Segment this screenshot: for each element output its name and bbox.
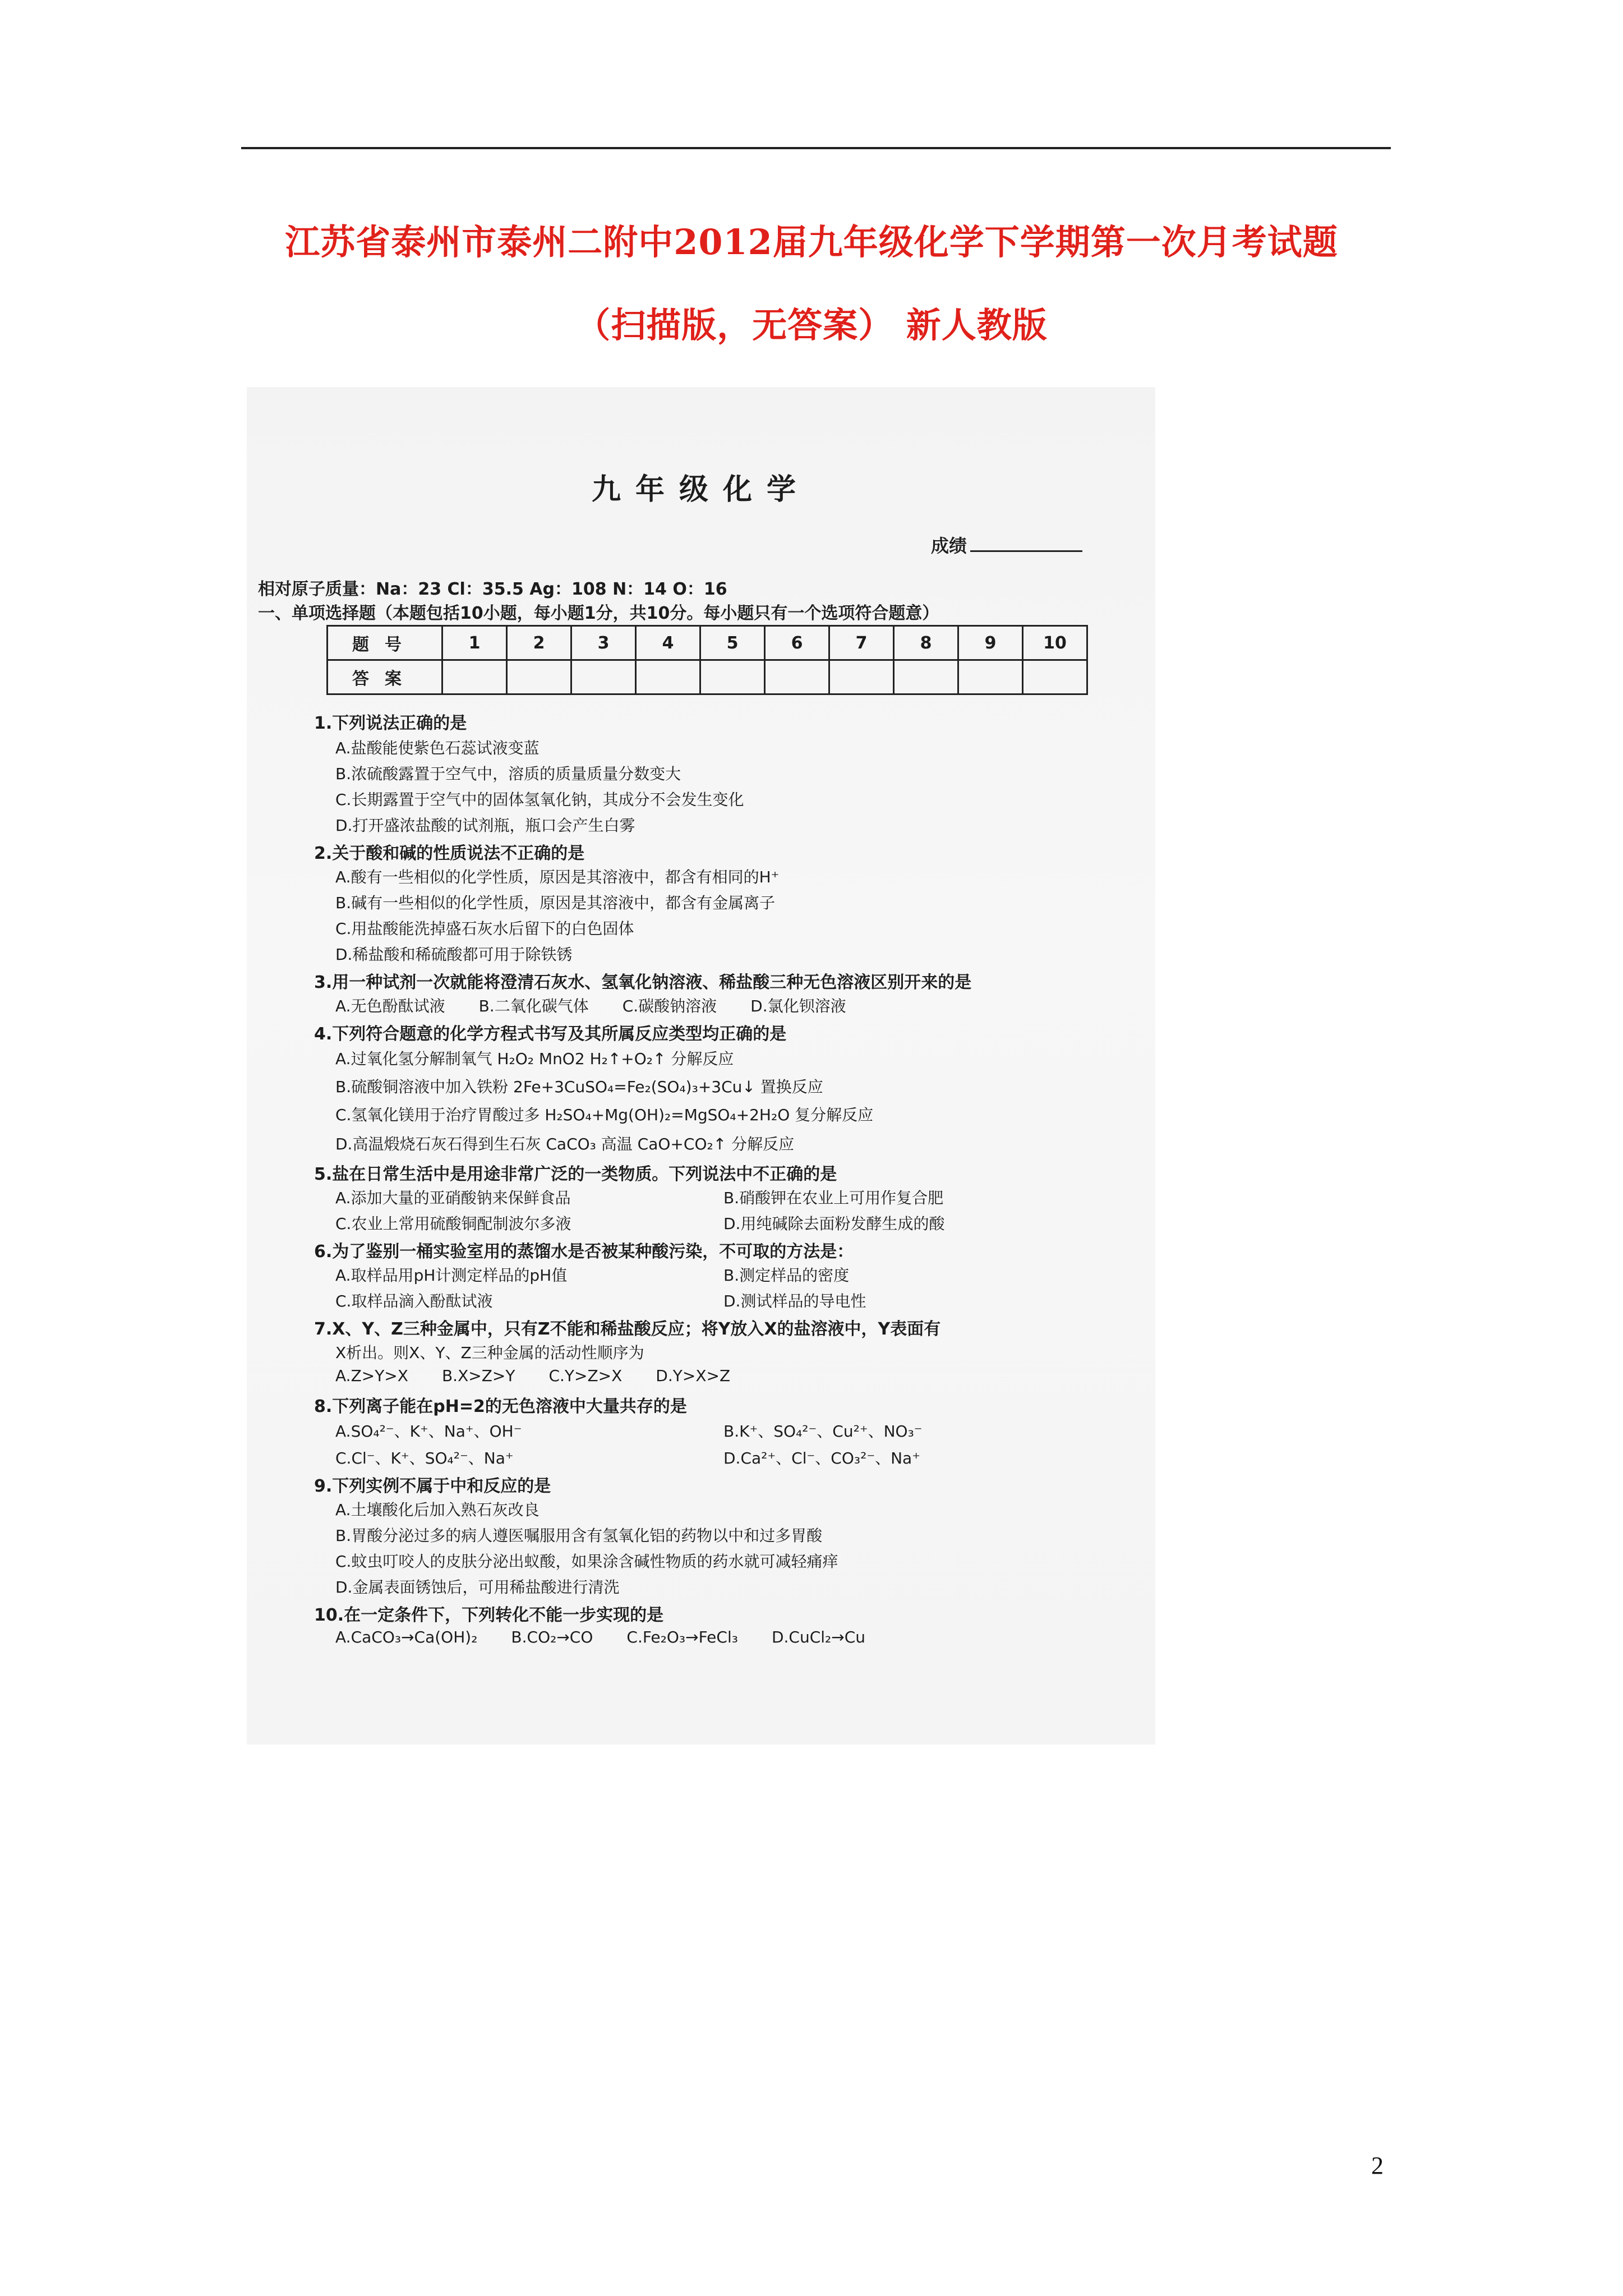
question-6: 6.为了鉴别一桶实验室用的蒸馏水是否被某种酸污染，不可取的方法是： (314, 1242, 854, 1262)
option: C.长期露置于空气中的固体氢氧化钠，其成分不会发生变化 (335, 790, 744, 809)
question-number-cell: 6 (765, 626, 829, 660)
question-5: 5.盐在日常生活中是用途非常广泛的一类物质。下列说法中不正确的是 (314, 1165, 837, 1184)
table-row (328, 626, 1087, 660)
option: C.碳酸钠溶液 (622, 997, 717, 1015)
question-number-cell: 9 (958, 626, 1023, 660)
exam-title: 九年级化学 (591, 473, 810, 507)
option: B.K⁺、SO₄²⁻、Cu²⁺、NO₃⁻ (723, 1422, 923, 1441)
option: C.氢氧化镁用于治疗胃酸过多 H₂SO₄+Mg(OH)₂=MgSO₄+2H₂O 复分解反应 (335, 1106, 874, 1124)
option: A.SO₄²⁻、K⁺、Na⁺、OH⁻ (335, 1422, 522, 1441)
answer-cell (894, 660, 958, 694)
option: C.蚊虫叮咬人的皮肤分泌出蚁酸，如果涂含碱性物质的药水就可减轻痛痒 (335, 1552, 838, 1571)
option: D.氯化钡溶液 (750, 997, 846, 1015)
option: B.X>Z>Y (441, 1366, 515, 1385)
question-8: 8.下列离子能在pH=2的无色溶液中大量共存的是 (314, 1397, 687, 1416)
option-row (335, 1628, 899, 1646)
question-number-cell: 4 (636, 626, 700, 660)
answer-cell (700, 660, 765, 694)
header-rule (241, 147, 1391, 149)
answer-table (326, 625, 1088, 695)
question-4: 4.下列符合题意的化学方程式书写及其所属反应类型均正确的是 (314, 1024, 787, 1044)
question-2: 2.关于酸和碱的性质说法不正确的是 (314, 844, 585, 863)
question-number-cell: 5 (700, 626, 765, 660)
option-row (335, 1366, 764, 1385)
option-row (335, 994, 880, 1016)
answer-cell (507, 660, 571, 694)
answer-cell (1023, 660, 1087, 694)
page-title: 江苏省泰州市泰州二附中2012届九年级化学下学期第一次月考试题 (285, 222, 1338, 263)
option: D.Y>X>Z (656, 1366, 731, 1385)
option: D.稀盐酸和稀硫酸都可用于除铁锈 (335, 945, 573, 964)
option: B.二氧化碳气体 (478, 997, 589, 1015)
option: B.测定样品的密度 (723, 1266, 850, 1285)
option: A.Z>Y>X (335, 1366, 408, 1385)
option: A.过氧化氢分解制氧气 H₂O₂ MnO2 H₂↑+O₂↑ 分解反应 (335, 1050, 734, 1068)
option: A.盐酸能使紫色石蕊试液变蓝 (335, 739, 540, 757)
option: D.高温煅烧石灰石得到生石灰 CaCO₃ 高温 CaO+CO₂↑ 分解反应 (335, 1135, 795, 1153)
answer-cell (958, 660, 1023, 694)
question-number-cell: 10 (1023, 626, 1087, 660)
question-3: 3.用一种试剂一次就能将澄清石灰水、氢氧化钠溶液、稀盐酸三种无色溶液区别开来的是 (314, 973, 972, 992)
option: B.胃酸分泌过多的病人遵医嘱服用含有氢氧化铝的药物以中和过多胃酸 (335, 1526, 823, 1545)
option: A.取样品用pH计测定样品的pH值 (335, 1266, 568, 1285)
page-number: 2 (1371, 2152, 1384, 2179)
option: D.用纯碱除去面粉发酵生成的酸 (723, 1214, 945, 1233)
option: D.Ca²⁺、Cl⁻、CO₃²⁻、Na⁺ (723, 1449, 920, 1467)
question-7-continued: X析出。则X、Y、Z三种金属的活动性顺序为 (335, 1343, 644, 1362)
atomic-masses: 相对原子质量：Na：23 Cl：35.5 Ag：108 N：14 O：16 (258, 579, 727, 599)
option: B.CO₂→CO (511, 1628, 593, 1646)
answer-cell (636, 660, 700, 694)
option: D.打开盛浓盐酸的试剂瓶，瓶口会产生白雾 (335, 816, 635, 835)
option: C.Cl⁻、K⁺、SO₄²⁻、Na⁺ (335, 1449, 514, 1467)
option: C.Y>Z>X (548, 1366, 623, 1385)
option: D.金属表面锈蚀后，可用稀盐酸进行清洗 (335, 1578, 620, 1596)
score-label: 成绩 (931, 535, 967, 556)
scanned-exam-image (247, 387, 1155, 1745)
option: A.无色酚酞试液 (335, 997, 445, 1015)
option: D.测试样品的导电性 (723, 1292, 866, 1310)
option: B.碱有一些相似的化学性质，原因是其溶液中，都含有金属离子 (335, 894, 776, 912)
table-row (328, 660, 1087, 694)
option: B.硝酸钾在农业上可用作复合肥 (723, 1189, 944, 1207)
option: C.Fe₂O₃→FeCl₃ (626, 1628, 738, 1646)
option: C.农业上常用硫酸铜配制波尔多液 (335, 1214, 571, 1233)
option: A.土壤酸化后加入熟石灰改良 (335, 1501, 540, 1519)
option: C.取样品滴入酚酞试液 (335, 1292, 493, 1310)
question-number-cell: 1 (442, 626, 507, 660)
option: B.硫酸铜溶液中加入铁粉 2Fe+3CuSO₄=Fe₂(SO₄)₃+3Cu↓ 置换反应 (335, 1078, 823, 1096)
question-1: 1.下列说法正确的是 (314, 714, 467, 733)
answer-cell (442, 660, 507, 694)
option: A.CaCO₃→Ca(OH)₂ (335, 1628, 478, 1646)
question-10: 10.在一定条件下，下列转化不能一步实现的是 (314, 1605, 664, 1625)
question-9: 9.下列实例不属于中和反应的是 (314, 1476, 551, 1496)
option: C.用盐酸能洗掉盛石灰水后留下的白色固体 (335, 919, 634, 938)
question-7: 7.X、Y、Z三种金属中，只有Z不能和稀盐酸反应；将Y放入X的盐溶液中，Y表面有 (314, 1319, 941, 1339)
answer-cell (765, 660, 829, 694)
option: B.浓硫酸露置于空气中，溶质的质量质量分数变大 (335, 765, 681, 783)
question-number-cell: 8 (894, 626, 958, 660)
question-number-cell: 3 (571, 626, 636, 660)
option: D.CuCl₂→Cu (771, 1628, 866, 1646)
section-heading: 一、单项选择题（本题包括10小题，每小题1分，共10分。每小题只有一个选项符合题意） (258, 604, 939, 623)
question-number-cell: 2 (507, 626, 571, 660)
score-field (931, 532, 1082, 558)
score-blank (970, 535, 1082, 552)
table-header-cell: 答案 (328, 660, 442, 694)
option: A.酸有一些相似的化学性质，原因是其溶液中，都含有相同的H⁺ (335, 868, 780, 886)
answer-cell (571, 660, 636, 694)
table-header-cell: 题号 (328, 626, 442, 660)
page-subtitle: （扫描版，无答案） 新人教版 (575, 305, 1048, 346)
option: A.添加大量的亚硝酸钠来保鲜食品 (335, 1189, 571, 1207)
answer-cell (829, 660, 894, 694)
question-number-cell: 7 (829, 626, 894, 660)
